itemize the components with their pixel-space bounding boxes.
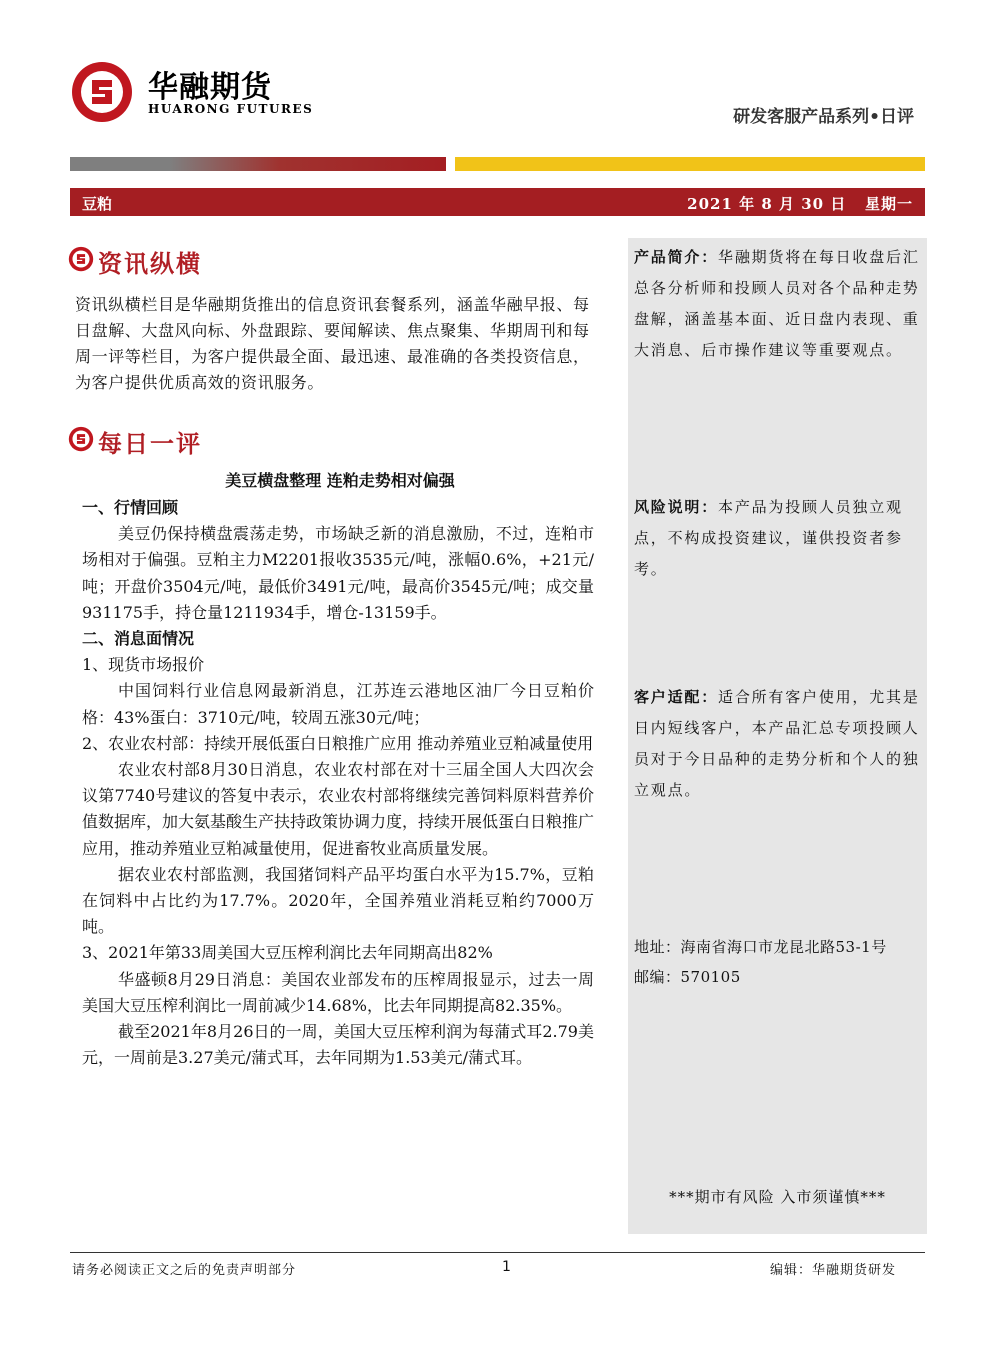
article-title: 美豆横盘整理 连粕走势相对偏强	[225, 471, 455, 490]
postcode: 邮编：570105	[634, 968, 741, 986]
article-paragraph: 据农业农村部监测，我国猪饲料产品平均蛋白水平为15.7%，豆粕在饲料中占比约为17.7%。2020年，全国养殖业消耗豆粕约7000万吨。	[82, 864, 594, 937]
footer-editor: 编辑：华融期货研发	[769, 1263, 896, 1278]
article-subheading: 2、农业农村部：持续开展低蛋白日粮推广应用 推动养殖业豆粕减量使用	[82, 733, 594, 753]
section-daily-title: 每日一评	[98, 429, 202, 458]
article-subheading: 1、现货市场报价	[82, 655, 205, 675]
header-bar-yellow	[455, 157, 925, 171]
article-paragraph: 美豆仍保持横盘震荡走势，市场缺乏新的消息激励，不过，连粕市场相对于偏强。豆粕主力M2201报收3535元/吨，涨幅0.6%，+21元/吨；开盘价3504元/吨，最低价3491元/吨，最高价3545元/吨；成交量931175手，持仓量1211934手，增仓-13159手。	[82, 524, 594, 622]
address: 地址：海南省海口市龙昆北路53-1号	[634, 938, 887, 956]
report-date: 2021 年 8 月 30 日 星期一	[687, 195, 913, 213]
footer-divider	[70, 1252, 925, 1253]
series-title: 研发客服产品系列•日评	[733, 107, 914, 127]
contact-info	[634, 932, 924, 992]
risk-note-label: 风险说明：	[634, 498, 719, 516]
article-heading-market-review: 一、行情回顾	[82, 498, 179, 517]
title-band	[70, 188, 925, 216]
product-name: 豆粕	[82, 195, 113, 213]
risk-note	[634, 492, 924, 585]
article-body	[82, 495, 594, 1071]
article-paragraph: 农业农村部8月30日消息，农业农村部在对十三届全国人大四次会议第7740号建议的答复中表示，农业农村部将继续完善饲料原料营养价值数据库，加大氨基酸生产扶持政策协调力度，持续开展低蛋白日粮推广应用，推动养殖业豆粕减量使用，促进畜牧业高质量发展。	[82, 760, 595, 858]
brand-name-cn: 华融期货	[148, 70, 272, 105]
article-paragraph: 中国饲料行业信息网最新消息，江苏连云港地区油厂今日豆粕价格：43%蛋白：3710元/吨，较周五涨30元/吨；	[82, 681, 594, 727]
client-fit-text: 适合所有客户使用，尤其是日内短线客户，本产品汇总专项投顾人员对于今日品种的走势分析和个人的独立观点。	[634, 688, 920, 799]
product-intro-text: 华融期货将在每日收盘后汇总各分析师和投顾人员对各个品种走势盘解，涵盖基本面、近日盘内表现、重大消息、后市操作建议等重要观点。	[634, 248, 920, 359]
product-intro	[634, 242, 924, 366]
news-intro-paragraph: 资讯纵横栏目是华融期货推出的信息资讯套餐系列，涵盖华融早报、每日盘解、大盘风向标、外盘跟踪、要闻解读、焦点聚集、华期周刊和每周一评等栏目，为客户提供最全面、最迅速、最准确的各类投资信息，为客户提供优质高效的资讯服务。	[75, 295, 590, 392]
huarong-logo-icon	[68, 426, 94, 452]
client-fit-label: 客户适配：	[634, 688, 719, 706]
huarong-logo-icon	[70, 60, 134, 124]
article-heading-news: 二、消息面情况	[82, 629, 195, 649]
article-subheading: 3、2021年第33周美国大豆压榨利润比去年同期高出82%	[82, 943, 493, 963]
article-paragraph: 华盛顿8月29日消息：美国农业部发布的压榨周报显示，过去一周美国大豆压榨利润比一周前减少14.68%，比去年同期提高82.35%。	[82, 969, 594, 1015]
client-fit	[634, 682, 924, 806]
huarong-logo-icon	[68, 246, 94, 272]
product-intro-label: 产品简介：	[634, 248, 719, 266]
page-number: 1	[502, 1259, 511, 1275]
section-news-title: 资讯纵横	[98, 249, 202, 278]
article-paragraph: 截至2021年8月26日的一周，美国大豆压榨利润为每蒲式耳2.79美元，一周前是3.27美元/蒲式耳，去年同期为1.53美元/蒲式耳。	[82, 1022, 594, 1068]
brand-name-en: HUARONG FUTURES	[148, 102, 314, 116]
header-bar-red	[170, 157, 446, 171]
footer-disclaimer: 请务必阅读正文之后的免责声明部分	[72, 1263, 297, 1278]
risk-note-text: 本产品为投顾人员独立观点，不构成投资建议，谨供投资者参考。	[634, 498, 903, 578]
risk-slogan: ***期市有风险 入市须谨慎***	[669, 1188, 886, 1206]
sidebar	[628, 238, 927, 1234]
